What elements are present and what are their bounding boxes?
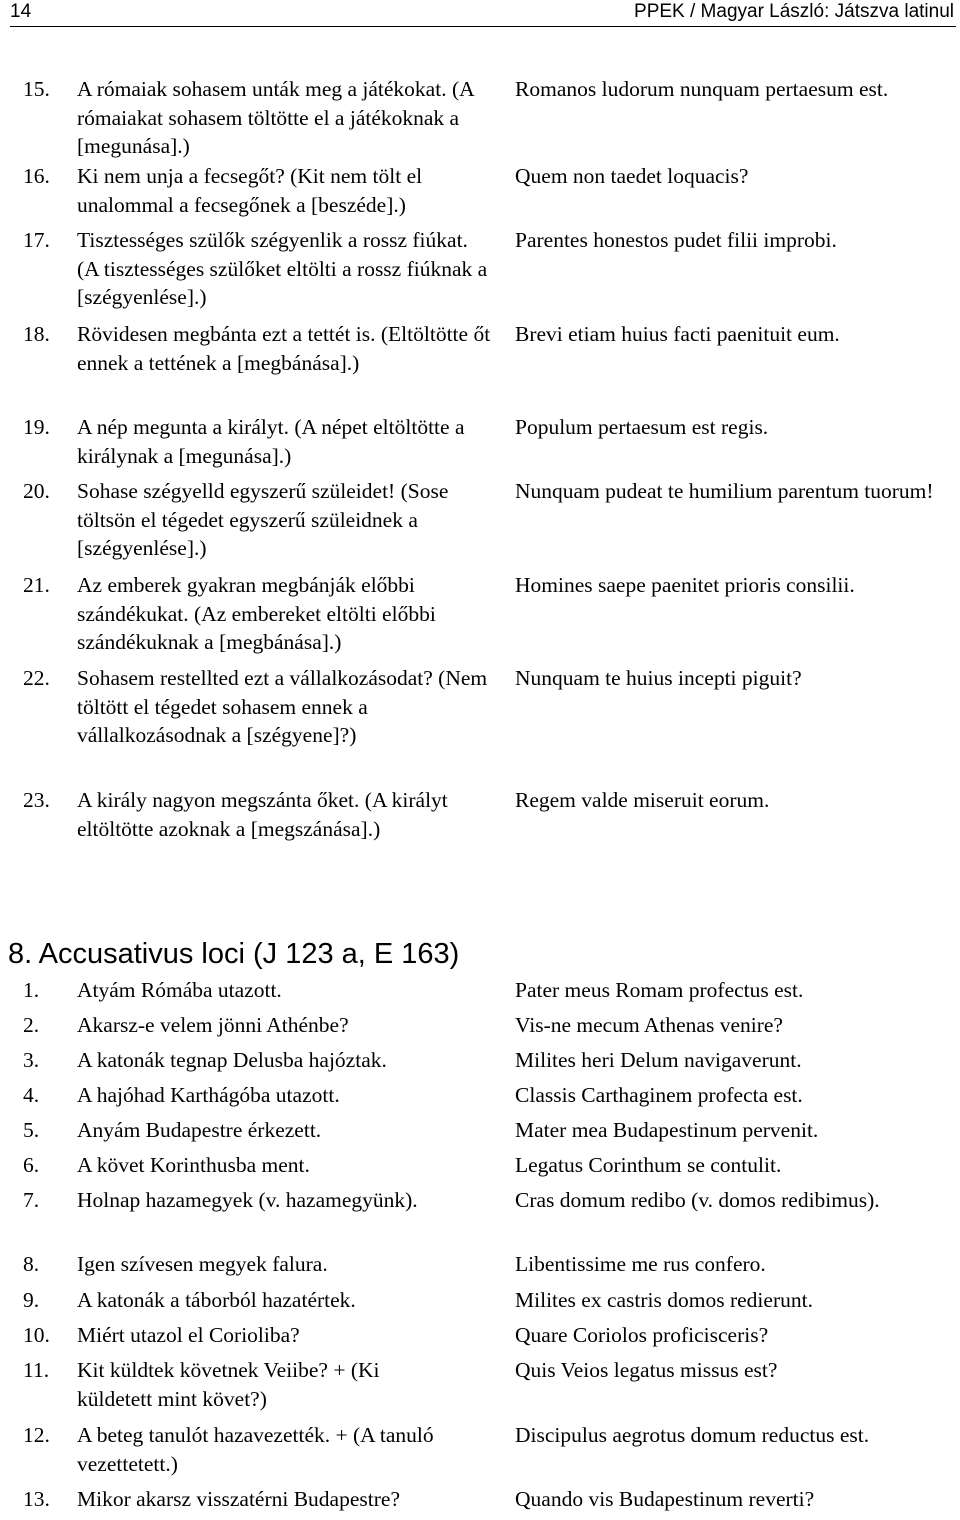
- item-number: 12.: [23, 1423, 50, 1447]
- page-header: [10, 0, 956, 27]
- hungarian-sentence: Sohasem restellted ezt a vállalkozásodat? (Nem töltött el tégedet sohasem ennek a vállalkozásodnak a [szégyene]?): [77, 666, 488, 747]
- latin-translation: Nunquam pudeat te humilium parentum tuorum!: [515, 479, 934, 503]
- item-number: 19.: [23, 415, 50, 439]
- item-number: 23.: [23, 788, 50, 812]
- item-number: 8.: [23, 1252, 40, 1276]
- item-number: 22.: [23, 666, 50, 690]
- item-number: 2.: [23, 1013, 40, 1037]
- list-item: [0, 1011, 960, 1046]
- item-number: 11.: [23, 1358, 50, 1382]
- latin-translation: Legatus Corinthum se contulit.: [515, 1153, 782, 1177]
- running-title: PPEK / Magyar László: Játszva latinul: [634, 1, 954, 22]
- latin-translation: Mater mea Budapestinum pervenit.: [515, 1118, 819, 1142]
- list-item: [0, 1286, 960, 1321]
- latin-translation: Quem non taedet loquacis?: [515, 164, 749, 188]
- hungarian-sentence: A beteg tanulót hazavezették. + (A tanuló vezettetett.): [77, 1423, 434, 1476]
- hungarian-sentence: Anyám Budapestre érkezett.: [77, 1118, 322, 1142]
- item-number: 6.: [23, 1153, 40, 1177]
- list-item: [0, 226, 960, 320]
- hungarian-sentence: Mikor akarsz visszatérni Budapestre?: [77, 1487, 400, 1511]
- hungarian-sentence: Holnap hazamegyek (v. hazamegyünk).: [77, 1188, 418, 1212]
- hungarian-sentence: A király nagyon megszánta őket. (A királyt eltöltötte azoknak a [megszánása].): [77, 788, 448, 841]
- item-number: 21.: [23, 573, 50, 597]
- list-item: [0, 571, 960, 664]
- list-item: [0, 1116, 960, 1151]
- exercise-list-1: [0, 75, 960, 879]
- latin-translation: Classis Carthaginem profecta est.: [515, 1083, 803, 1107]
- latin-translation: Regem valde miseruit eorum.: [515, 788, 770, 812]
- latin-translation: Quando vis Budapestinum reverti?: [515, 1487, 815, 1511]
- item-number: 13.: [23, 1487, 50, 1511]
- list-item: [0, 1421, 960, 1485]
- hungarian-sentence: Igen szívesen megyek falura.: [77, 1252, 328, 1276]
- hungarian-sentence: Ki nem unja a fecsegőt? (Kit nem tölt el unalommal a fecsegőnek a [beszéde].): [77, 164, 423, 217]
- list-item: [0, 162, 960, 226]
- list-item: [0, 1250, 960, 1286]
- hungarian-sentence: Tisztességes szülők szégyenlik a rossz fiúkat. (A tisztességes szülőket eltölti a rossz fiúknak a [szégyenlése].): [77, 228, 488, 309]
- latin-translation: Nunquam te huius incepti piguit?: [515, 666, 802, 690]
- item-number: 4.: [23, 1083, 40, 1107]
- hungarian-sentence: Kit küldtek követnek Veiibe? + (Ki küldetett mint követ?): [77, 1358, 380, 1411]
- list-item: [0, 1186, 960, 1250]
- list-item: [0, 786, 960, 879]
- section-heading: 8. Accusativus loci (J 123 a, E 163): [8, 938, 460, 971]
- item-number: 10.: [23, 1323, 50, 1347]
- latin-translation: Cras domum redibo (v. domos redibimus).: [515, 1188, 880, 1212]
- hungarian-sentence: A nép megunta a királyt. (A népet eltöltötte a királynak a [megunása].): [77, 415, 465, 468]
- hungarian-sentence: A hajóhad Karthágóba utazott.: [77, 1083, 340, 1107]
- item-number: 5.: [23, 1118, 40, 1142]
- latin-translation: Brevi etiam huius facti paenituit eum.: [515, 322, 840, 346]
- latin-translation: Discipulus aegrotus domum reductus est.: [515, 1423, 870, 1447]
- hungarian-sentence: Az emberek gyakran megbánják előbbi szándékukat. (Az embereket eltölti előbbi szándékuknak a [megbánása].): [77, 573, 436, 654]
- hungarian-sentence: Rövidesen megbánta ezt a tettét is. (Eltöltötte őt ennek a tettének a [megbánása].): [77, 322, 491, 375]
- exercise-list-2: [0, 976, 960, 1520]
- list-item: [0, 1046, 960, 1081]
- hungarian-sentence: A rómaiak sohasem unták meg a játékokat. (A rómaiakat sohasem töltötte el a játékoknak a [megunása].): [77, 77, 474, 158]
- item-number: 9.: [23, 1288, 40, 1312]
- hungarian-sentence: Akarsz-e velem jönni Athénbe?: [77, 1013, 349, 1037]
- latin-translation: Vis-ne mecum Athenas venire?: [515, 1013, 783, 1037]
- latin-translation: Homines saepe paenitet prioris consilii.: [515, 573, 855, 597]
- latin-translation: Milites heri Delum navigaverunt.: [515, 1048, 802, 1072]
- latin-translation: Quare Coriolos proficisceris?: [515, 1323, 769, 1347]
- hungarian-sentence: A katonák tegnap Delusba hajóztak.: [77, 1048, 387, 1072]
- hungarian-sentence: A katonák a táborból hazatértek.: [77, 1288, 356, 1312]
- latin-translation: Quis Veios legatus missus est?: [515, 1358, 778, 1382]
- list-item: [0, 320, 960, 413]
- latin-translation: Libentissime me rus confero.: [515, 1252, 766, 1276]
- item-number: 7.: [23, 1188, 40, 1212]
- list-item: [0, 477, 960, 571]
- latin-translation: Pater meus Romam profectus est.: [515, 978, 804, 1002]
- page-number: 14: [10, 1, 32, 22]
- item-number: 18.: [23, 322, 50, 346]
- hungarian-sentence: Sohase szégyelld egyszerű szüleidet! (Sose töltsön el tégedet egyszerű szüleidnek a [szégyenlése].): [77, 479, 449, 560]
- list-item: [0, 1356, 960, 1421]
- list-item: [0, 413, 960, 477]
- item-number: 20.: [23, 479, 50, 503]
- list-item: [0, 1321, 960, 1356]
- list-item: [0, 1081, 960, 1116]
- latin-translation: Milites ex castris domos redierunt.: [515, 1288, 813, 1312]
- item-number: 15.: [23, 77, 50, 101]
- list-item: [0, 976, 960, 1011]
- latin-translation: Parentes honestos pudet filii improbi.: [515, 228, 837, 252]
- hungarian-sentence: A követ Korinthusba ment.: [77, 1153, 310, 1177]
- list-item: [0, 664, 960, 786]
- hungarian-sentence: Miért utazol el Corioliba?: [77, 1323, 300, 1347]
- list-item: [0, 75, 960, 162]
- hungarian-sentence: Atyám Rómába utazott.: [77, 978, 282, 1002]
- latin-translation: Populum pertaesum est regis.: [515, 415, 769, 439]
- item-number: 1.: [23, 978, 40, 1002]
- list-item: [0, 1485, 960, 1520]
- item-number: 3.: [23, 1048, 40, 1072]
- latin-translation: Romanos ludorum nunquam pertaesum est.: [515, 77, 889, 101]
- item-number: 17.: [23, 228, 50, 252]
- item-number: 16.: [23, 164, 50, 188]
- list-item: [0, 1151, 960, 1186]
